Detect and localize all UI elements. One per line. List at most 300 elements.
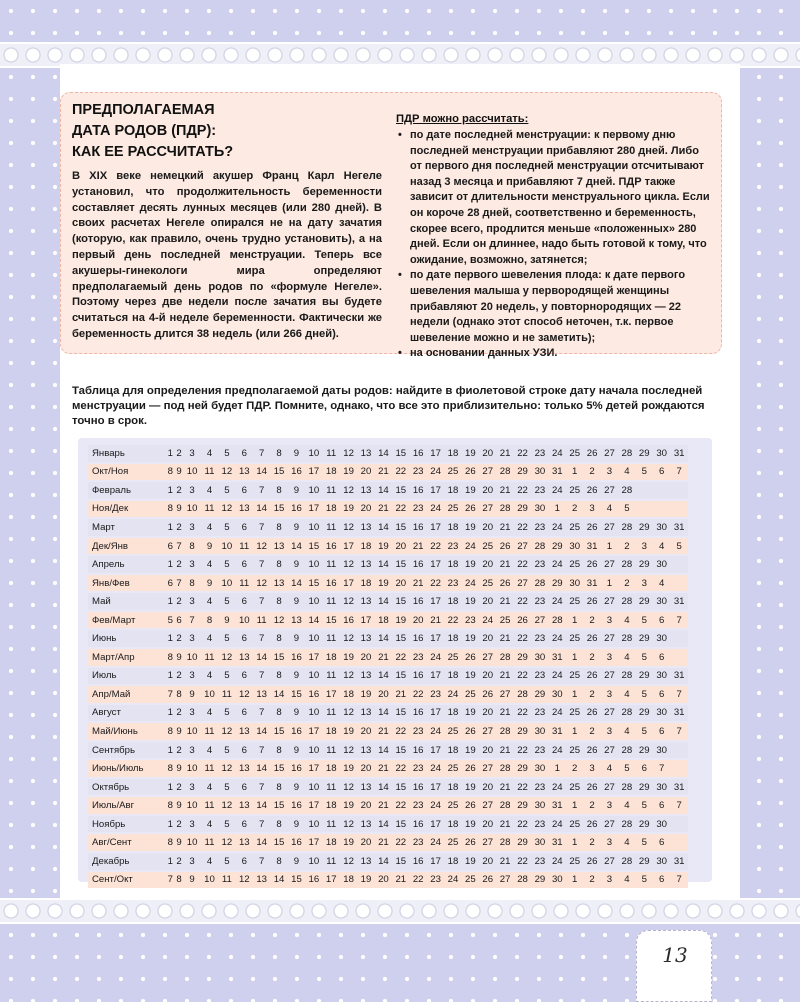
table-cell: 2 xyxy=(618,538,635,555)
table-cell: 8 xyxy=(201,612,218,629)
table-cell: 21 xyxy=(375,760,392,777)
table-cell: 20 xyxy=(392,538,409,555)
row-label: Май/Июнь xyxy=(88,723,166,740)
table-cell: 28 xyxy=(618,816,635,833)
table-cell: 1 xyxy=(601,538,618,555)
row-label: Март/Апр xyxy=(88,649,166,666)
table-cell: 29 xyxy=(514,797,531,814)
table-cell: 18 xyxy=(444,519,461,536)
table-cell: 10 xyxy=(305,853,322,870)
table-cell: 27 xyxy=(531,612,548,629)
table-cell: 31 xyxy=(670,668,688,685)
table-cell: 18 xyxy=(357,575,374,592)
table-cell: 2 xyxy=(566,501,583,518)
table-cell: 20 xyxy=(392,575,409,592)
table-cell: 29 xyxy=(636,816,653,833)
table-cell: 17 xyxy=(427,519,444,536)
table-cell xyxy=(670,482,688,499)
table-cell: 3 xyxy=(601,612,618,629)
table-cell: 19 xyxy=(462,853,479,870)
table-cell: 12 xyxy=(218,834,235,851)
table-cell: 2 xyxy=(175,630,184,647)
table-cell: 31 xyxy=(670,705,688,722)
table-cell: 26 xyxy=(583,593,600,610)
table-cell: 9 xyxy=(175,760,184,777)
table-cell: 1 xyxy=(166,779,175,796)
table-cell: 30 xyxy=(566,538,583,555)
table-cell: 13 xyxy=(357,742,374,759)
table-cell: 17 xyxy=(427,705,444,722)
table-cell: 7 xyxy=(253,445,270,462)
table-cell: 23 xyxy=(531,705,548,722)
table-cell: 24 xyxy=(549,853,566,870)
table-cell: 31 xyxy=(670,445,688,462)
table-cell: 19 xyxy=(357,872,374,889)
row-label: Август xyxy=(88,705,166,722)
table-cell: 4 xyxy=(601,501,618,518)
table-cell: 6 xyxy=(236,593,253,610)
table-cell: 28 xyxy=(514,872,531,889)
table-row xyxy=(88,538,688,555)
table-cell: 9 xyxy=(288,445,305,462)
table-cell: 18 xyxy=(375,612,392,629)
table-cell: 14 xyxy=(375,445,392,462)
table-cell: 23 xyxy=(409,760,426,777)
table-cell: 6 xyxy=(236,668,253,685)
table-cell: 30 xyxy=(653,853,670,870)
table-cell: 3 xyxy=(583,501,600,518)
table-cell: 31 xyxy=(549,649,566,666)
table-cell: 11 xyxy=(323,630,340,647)
table-cell: 26 xyxy=(583,668,600,685)
table-cell: 5 xyxy=(166,612,175,629)
table-cell: 27 xyxy=(479,649,496,666)
table-cell: 18 xyxy=(444,853,461,870)
table-cell: 20 xyxy=(357,501,374,518)
table-cell: 11 xyxy=(218,872,235,889)
table-cell: 12 xyxy=(218,760,235,777)
table-cell: 4 xyxy=(653,575,670,592)
table-cell: 5 xyxy=(218,853,235,870)
table-cell: 31 xyxy=(670,853,688,870)
table-cell: 22 xyxy=(409,686,426,703)
table-cell: 6 xyxy=(236,742,253,759)
table-cell: 23 xyxy=(531,853,548,870)
table-cell: 25 xyxy=(444,464,461,481)
table-cell: 8 xyxy=(270,779,287,796)
table-cell: 16 xyxy=(288,834,305,851)
table-cell: 17 xyxy=(427,630,444,647)
table-cell: 27 xyxy=(514,538,531,555)
table-cell: 30 xyxy=(653,593,670,610)
table-cell: 16 xyxy=(409,519,426,536)
table-cell: 7 xyxy=(183,612,200,629)
table-row xyxy=(88,593,688,610)
table-cell: 22 xyxy=(514,742,531,759)
table-cell: 17 xyxy=(305,464,322,481)
table-cell: 23 xyxy=(462,612,479,629)
table-cell: 13 xyxy=(236,649,253,666)
table-cell: 5 xyxy=(218,630,235,647)
heading-line: КАК ЕЕ РАССЧИТАТЬ? xyxy=(72,144,234,160)
table-cell: 24 xyxy=(427,797,444,814)
table-cell: 16 xyxy=(409,705,426,722)
table-cell: 19 xyxy=(375,575,392,592)
table-cell: 1 xyxy=(566,872,583,889)
table-cell: 25 xyxy=(479,538,496,555)
table-cell: 16 xyxy=(409,816,426,833)
table-row xyxy=(88,519,688,536)
table-cell: 22 xyxy=(514,482,531,499)
table-cell: 11 xyxy=(201,834,218,851)
table-cell: 3 xyxy=(183,668,200,685)
table-cell: 14 xyxy=(375,519,392,536)
table-cell: 18 xyxy=(444,816,461,833)
table-cell: 24 xyxy=(462,538,479,555)
table-cell: 18 xyxy=(444,779,461,796)
table-cell: 13 xyxy=(236,464,253,481)
row-label: Окт/Ноя xyxy=(88,464,166,481)
table-cell: 16 xyxy=(409,482,426,499)
table-cell: 6 xyxy=(166,538,175,555)
table-cell: 7 xyxy=(670,464,688,481)
table-cell: 6 xyxy=(653,464,670,481)
table-cell: 8 xyxy=(270,705,287,722)
table-cell: 2 xyxy=(583,797,600,814)
table-cell: 22 xyxy=(392,723,409,740)
table-cell: 16 xyxy=(409,445,426,462)
row-label: Июнь xyxy=(88,630,166,647)
table-cell: 28 xyxy=(618,445,635,462)
table-row xyxy=(88,482,688,499)
table-cell: 14 xyxy=(375,630,392,647)
table-cell: 16 xyxy=(305,872,322,889)
table-cell xyxy=(670,649,688,666)
table-cell: 15 xyxy=(305,575,322,592)
table-cell: 21 xyxy=(427,612,444,629)
table-cell: 8 xyxy=(270,668,287,685)
table-cell: 6 xyxy=(236,556,253,573)
table-cell: 25 xyxy=(566,742,583,759)
table-cell: 12 xyxy=(340,630,357,647)
table-cell: 16 xyxy=(288,760,305,777)
table-cell: 13 xyxy=(357,668,374,685)
table-cell: 15 xyxy=(305,538,322,555)
table-cell: 28 xyxy=(496,501,513,518)
table-cell: 20 xyxy=(357,464,374,481)
table-cell: 4 xyxy=(201,853,218,870)
table-cell: 20 xyxy=(479,593,496,610)
table-row xyxy=(88,797,688,814)
table-cell: 21 xyxy=(375,797,392,814)
table-cell: 6 xyxy=(166,575,175,592)
row-label: Декабрь xyxy=(88,853,166,870)
table-cell: 11 xyxy=(323,519,340,536)
table-cell: 21 xyxy=(409,575,426,592)
table-cell: 19 xyxy=(340,649,357,666)
table-cell: 26 xyxy=(462,501,479,518)
table-cell: 8 xyxy=(166,797,175,814)
table-cell: 9 xyxy=(288,556,305,573)
table-cell: 17 xyxy=(305,797,322,814)
table-cell: 13 xyxy=(357,853,374,870)
table-cell: 11 xyxy=(323,816,340,833)
table-cell: 14 xyxy=(375,816,392,833)
table-cell: 18 xyxy=(444,482,461,499)
table-cell: 6 xyxy=(175,612,184,629)
table-cell: 1 xyxy=(166,742,175,759)
table-cell: 28 xyxy=(618,630,635,647)
table-cell: 25 xyxy=(444,797,461,814)
table-cell: 4 xyxy=(201,482,218,499)
row-label: Май xyxy=(88,593,166,610)
table-cell: 19 xyxy=(462,779,479,796)
table-cell: 12 xyxy=(340,445,357,462)
table-cell: 23 xyxy=(531,482,548,499)
table-cell: 2 xyxy=(583,464,600,481)
table-cell: 14 xyxy=(375,556,392,573)
table-cell: 3 xyxy=(601,723,618,740)
table-cell: 10 xyxy=(218,575,235,592)
table-row xyxy=(88,834,688,851)
table-cell: 16 xyxy=(409,593,426,610)
table-cell: 8 xyxy=(166,723,175,740)
table-cell: 15 xyxy=(392,742,409,759)
table-cell: 6 xyxy=(653,872,670,889)
table-row xyxy=(88,742,688,759)
table-cell: 27 xyxy=(601,556,618,573)
table-cell: 21 xyxy=(496,630,513,647)
table-cell: 28 xyxy=(496,649,513,666)
table-cell: 12 xyxy=(340,482,357,499)
table-cell: 23 xyxy=(409,797,426,814)
table-cell: 24 xyxy=(549,593,566,610)
table-cell: 5 xyxy=(218,593,235,610)
table-cell: 15 xyxy=(392,556,409,573)
table-cell: 6 xyxy=(653,686,670,703)
page-number-tab xyxy=(636,930,712,1002)
row-label: Июль/Авг xyxy=(88,797,166,814)
table-cell: 26 xyxy=(583,556,600,573)
table-cell: 15 xyxy=(392,482,409,499)
table-cell: 24 xyxy=(549,445,566,462)
table-cell: 17 xyxy=(305,723,322,740)
table-cell: 30 xyxy=(653,742,670,759)
table-cell: 7 xyxy=(253,556,270,573)
table-cell: 22 xyxy=(392,760,409,777)
table-cell: 25 xyxy=(444,649,461,666)
table-cell: 2 xyxy=(583,612,600,629)
table-cell: 30 xyxy=(549,872,566,889)
table-cell: 19 xyxy=(462,742,479,759)
table-cell: 6 xyxy=(653,797,670,814)
table-cell: 7 xyxy=(253,705,270,722)
table-cell: 14 xyxy=(375,668,392,685)
table-cell: 7 xyxy=(253,742,270,759)
table-cell: 12 xyxy=(340,668,357,685)
table-cell: 12 xyxy=(253,575,270,592)
table-cell: 10 xyxy=(305,742,322,759)
table-cell: 3 xyxy=(183,816,200,833)
row-label: Октябрь xyxy=(88,779,166,796)
table-cell: 29 xyxy=(514,834,531,851)
table-cell: 11 xyxy=(218,686,235,703)
table-cell: 22 xyxy=(392,501,409,518)
table-cell: 7 xyxy=(253,630,270,647)
table-cell: 22 xyxy=(514,816,531,833)
table-cell: 3 xyxy=(183,853,200,870)
table-cell: 9 xyxy=(175,464,184,481)
table-cell: 13 xyxy=(236,834,253,851)
table-cell: 14 xyxy=(253,649,270,666)
table-cell: 23 xyxy=(409,649,426,666)
method-item: • по дате первого шевеления плода: к дате первого шевеления малыша у первородящей женщины прибавляют 20 недель, у повторнородящих — 22 недели (однако этот способ неточен, т.к. первое шевеление можно и не заметить); xyxy=(396,268,712,346)
table-cell: 9 xyxy=(183,872,200,889)
table-cell: 1 xyxy=(166,593,175,610)
table-cell: 27 xyxy=(601,779,618,796)
table-cell: 8 xyxy=(270,519,287,536)
row-label: Янв/Фев xyxy=(88,575,166,592)
table-cell: 17 xyxy=(305,649,322,666)
table-cell: 22 xyxy=(427,538,444,555)
table-cell: 4 xyxy=(201,519,218,536)
table-cell: 6 xyxy=(236,779,253,796)
table-cell: 7 xyxy=(670,723,688,740)
table-cell: 22 xyxy=(514,630,531,647)
table-cell: 4 xyxy=(618,686,635,703)
row-label: Апрель xyxy=(88,556,166,573)
table-row xyxy=(88,464,688,481)
table-cell: 9 xyxy=(175,501,184,518)
table-cell: 14 xyxy=(253,760,270,777)
table-cell: 20 xyxy=(375,872,392,889)
table-cell: 4 xyxy=(653,538,670,555)
table-cell: 17 xyxy=(427,742,444,759)
table-cell: 7 xyxy=(670,612,688,629)
table-cell: 22 xyxy=(514,779,531,796)
table-cell: 7 xyxy=(670,686,688,703)
table-cell: 3 xyxy=(601,797,618,814)
table-cell: 26 xyxy=(583,853,600,870)
table-cell: 28 xyxy=(618,853,635,870)
table-cell: 26 xyxy=(479,686,496,703)
table-cell: 10 xyxy=(305,779,322,796)
table-cell: 28 xyxy=(618,668,635,685)
table-cell: 23 xyxy=(409,723,426,740)
table-cell: 31 xyxy=(583,575,600,592)
table-cell: 5 xyxy=(618,501,635,518)
method-item: • по дате последней менструации: к первому дню последней менструации прибавляют 280 дней. Либо от первого дня последней менструации отсчитывают назад 3 месяца и прибавляют 7 дней. ПДР также зависит от длительности менструального цикла. Если он короче 28 дней, соответственно и беременность, скорее всего, продлится меньше «положенных» 280 дней. Если он длиннее, надо быть готовой к тому, что ожидание, возможно, затянется; xyxy=(396,128,712,268)
table-cell: 25 xyxy=(444,501,461,518)
table-cell: 14 xyxy=(253,501,270,518)
table-cell: 23 xyxy=(409,501,426,518)
table-cell: 20 xyxy=(479,853,496,870)
table-cell: 25 xyxy=(496,612,513,629)
table-cell: 7 xyxy=(670,872,688,889)
table-cell: 11 xyxy=(201,464,218,481)
table-row xyxy=(88,649,688,666)
table-cell: 18 xyxy=(340,872,357,889)
table-cell: 28 xyxy=(549,612,566,629)
table-cell: 18 xyxy=(444,705,461,722)
right-column xyxy=(396,112,712,362)
table-cell: 20 xyxy=(479,668,496,685)
method-item: • на основании данных УЗИ. xyxy=(396,346,712,362)
table-cell: 4 xyxy=(618,612,635,629)
table-cell: 5 xyxy=(218,742,235,759)
table-cell: 5 xyxy=(218,705,235,722)
table-cell: 20 xyxy=(357,649,374,666)
table-cell: 28 xyxy=(618,593,635,610)
table-cell: 28 xyxy=(496,760,513,777)
table-cell: 21 xyxy=(375,834,392,851)
table-cell: 4 xyxy=(601,760,618,777)
table-cell: 12 xyxy=(218,501,235,518)
table-cell: 26 xyxy=(583,742,600,759)
table-cell: 9 xyxy=(218,612,235,629)
table-cell: 17 xyxy=(305,760,322,777)
table-cell: 17 xyxy=(427,816,444,833)
table-cell: 18 xyxy=(323,649,340,666)
table-cell: 24 xyxy=(427,834,444,851)
table-cell: 24 xyxy=(427,649,444,666)
table-cell: 9 xyxy=(288,593,305,610)
table-cell: 17 xyxy=(427,593,444,610)
table-cell: 25 xyxy=(566,668,583,685)
table-cell: 27 xyxy=(479,501,496,518)
table-cell: 29 xyxy=(549,538,566,555)
table-cell: 9 xyxy=(288,630,305,647)
table-cell: 13 xyxy=(270,538,287,555)
table-cell: 15 xyxy=(392,853,409,870)
table-cell: 9 xyxy=(288,816,305,833)
table-cell: 3 xyxy=(183,519,200,536)
table-cell: 22 xyxy=(514,519,531,536)
table-cell: 26 xyxy=(496,575,513,592)
table-cell: 4 xyxy=(618,723,635,740)
table-cell: 5 xyxy=(636,723,653,740)
table-cell: 23 xyxy=(444,538,461,555)
table-cell: 8 xyxy=(166,464,175,481)
table-cell: 3 xyxy=(183,779,200,796)
table-cell: 23 xyxy=(409,834,426,851)
table-cell: 11 xyxy=(323,779,340,796)
table-row xyxy=(88,872,688,889)
table-cell: 17 xyxy=(427,853,444,870)
table-cell: 11 xyxy=(253,612,270,629)
table-cell: 20 xyxy=(409,612,426,629)
table-cell: 8 xyxy=(270,482,287,499)
table-cell: 3 xyxy=(183,556,200,573)
table-cell: 1 xyxy=(166,519,175,536)
table-cell: 27 xyxy=(514,575,531,592)
table-cell: 2 xyxy=(175,816,184,833)
table-cell: 14 xyxy=(253,464,270,481)
table-cell: 18 xyxy=(323,797,340,814)
table-cell xyxy=(670,556,688,573)
table-cell: 13 xyxy=(357,630,374,647)
table-cell: 9 xyxy=(201,575,218,592)
table-cell: 5 xyxy=(636,686,653,703)
table-cell: 13 xyxy=(236,501,253,518)
table-cell: 24 xyxy=(427,760,444,777)
table-cell: 20 xyxy=(479,630,496,647)
table-cell: 30 xyxy=(653,556,670,573)
table-cell: 29 xyxy=(514,723,531,740)
table-cell: 29 xyxy=(636,779,653,796)
table-cell: 7 xyxy=(175,538,184,555)
table-cell: 16 xyxy=(409,630,426,647)
